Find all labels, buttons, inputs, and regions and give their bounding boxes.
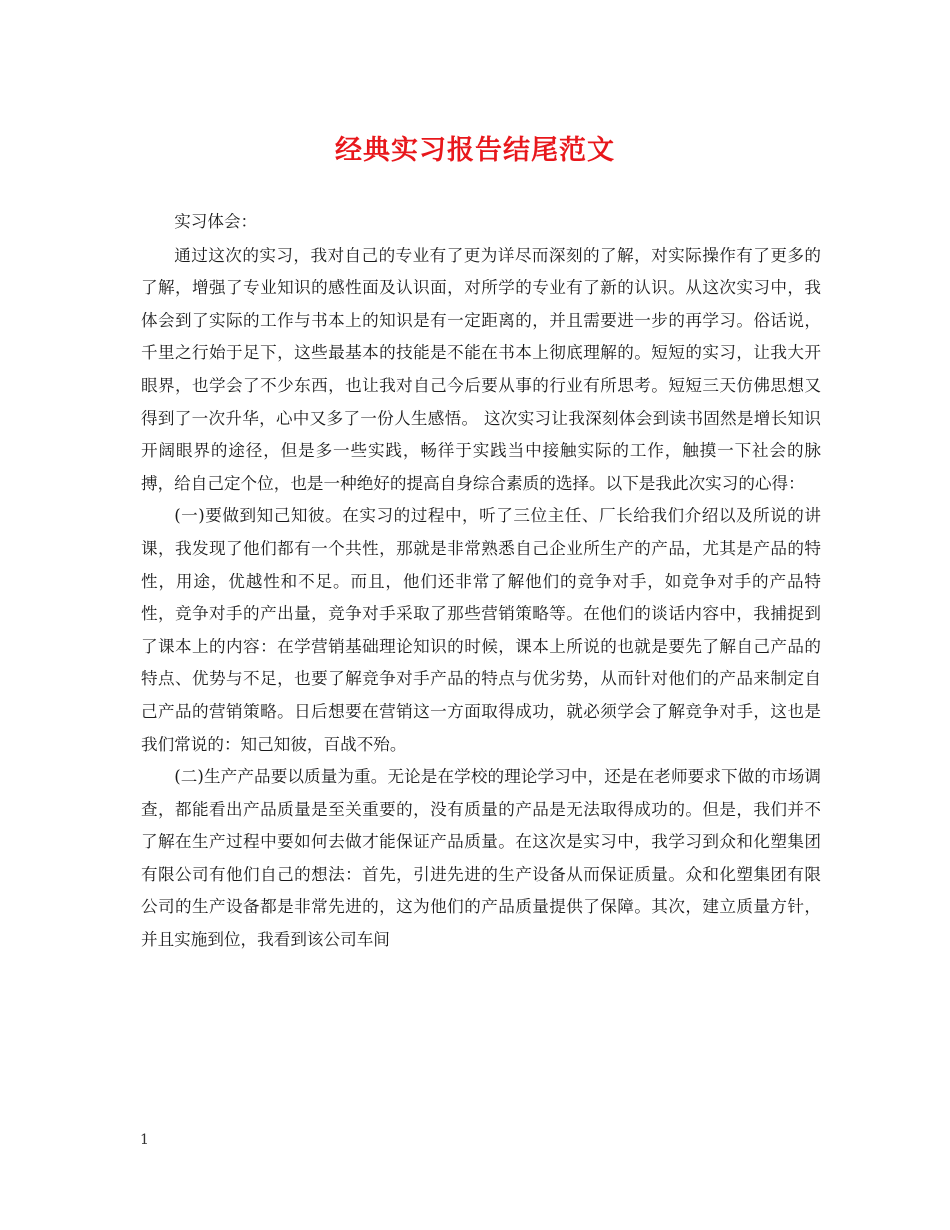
section-heading: 实习体会： (174, 212, 258, 231)
document-title: 经典实习报告结尾范文 (335, 135, 615, 166)
paragraph-point-1: (一)要做到知己知彼。在实习的过程中，听了三位主任、厂长给我们介绍以及所说的讲课，我发现了他们都有一个共性，那就是非常熟悉自己企业所生产的产品，尤其是产品的特性，用途，优越性和不足。而且，他们还非常了解他们的竞争对手，如竞争对手的产品特性，竞争对手的产出量，竞争对手采取了那些营销策略等。在他们的谈话内容中，我捕捉到了课本上的内容：在学营销基础理论知识的时候，课本上所说的也就是要先了解自己产品的特点、优势与不足，也要了解竞争对手产品的特点与优劣势，从而针对他们的产品来制定自己产品的营销策略。日后想要在营销这一方面取得成功，就必须学会了解竞争对手，这也是我们常说的：知己知彼，百战不殆。 (141, 506, 821, 754)
paragraph-intro: 通过这次的实习，我对自己的专业有了更为详尽而深刻的了解，对实际操作有了更多的了解，增强了专业知识的感性面及认识面，对所学的专业有了新的认识。从这次实习中，我体会到了实际的工作与书本上的知识是有一定距离的，并且需要进一步的再学习。俗话说，千里之行始于足下，这些最基本的技能是不能在书本上彻底理解的。短短的实习，让我大开眼界，也学会了不少东西，也让我对自己今后要从事的行业有所思考。短短三天仿佛思想又得到了一次升华，心中又多了一份人生感悟。 这次实习让我深刻体会到读书固然是增长知识开阔眼界的途径，但是多一些实践，畅徉于实践当中接触实际的工作，触摸一下社会的脉搏，给自己定个位，也是一种绝好的提高自身综合素质的选择。以下是我此次实习的心得： (141, 245, 821, 493)
document-body (141, 206, 821, 957)
paragraph-point-2: (二)生产产品要以质量为重。无论是在学校的理论学习中，还是在老师要求下做的市场调查，都能看出产品质量是至关重要的，没有质量的产品是无法取得成功的。但是，我们并不了解在生产过程中要如何去做才能保证产品质量。在这次是实习中，我学习到众和化塑集团有限公司有他们自己的想法：首先，引进先进的生产设备从而保证质量。众和化塑集团有限公司的生产设备都是非常先进的，这为他们的产品质量提供了保障。其次，建立质量方针，并且实施到位，我看到该公司车间 (141, 767, 821, 950)
page-number: 1 (140, 1132, 149, 1148)
